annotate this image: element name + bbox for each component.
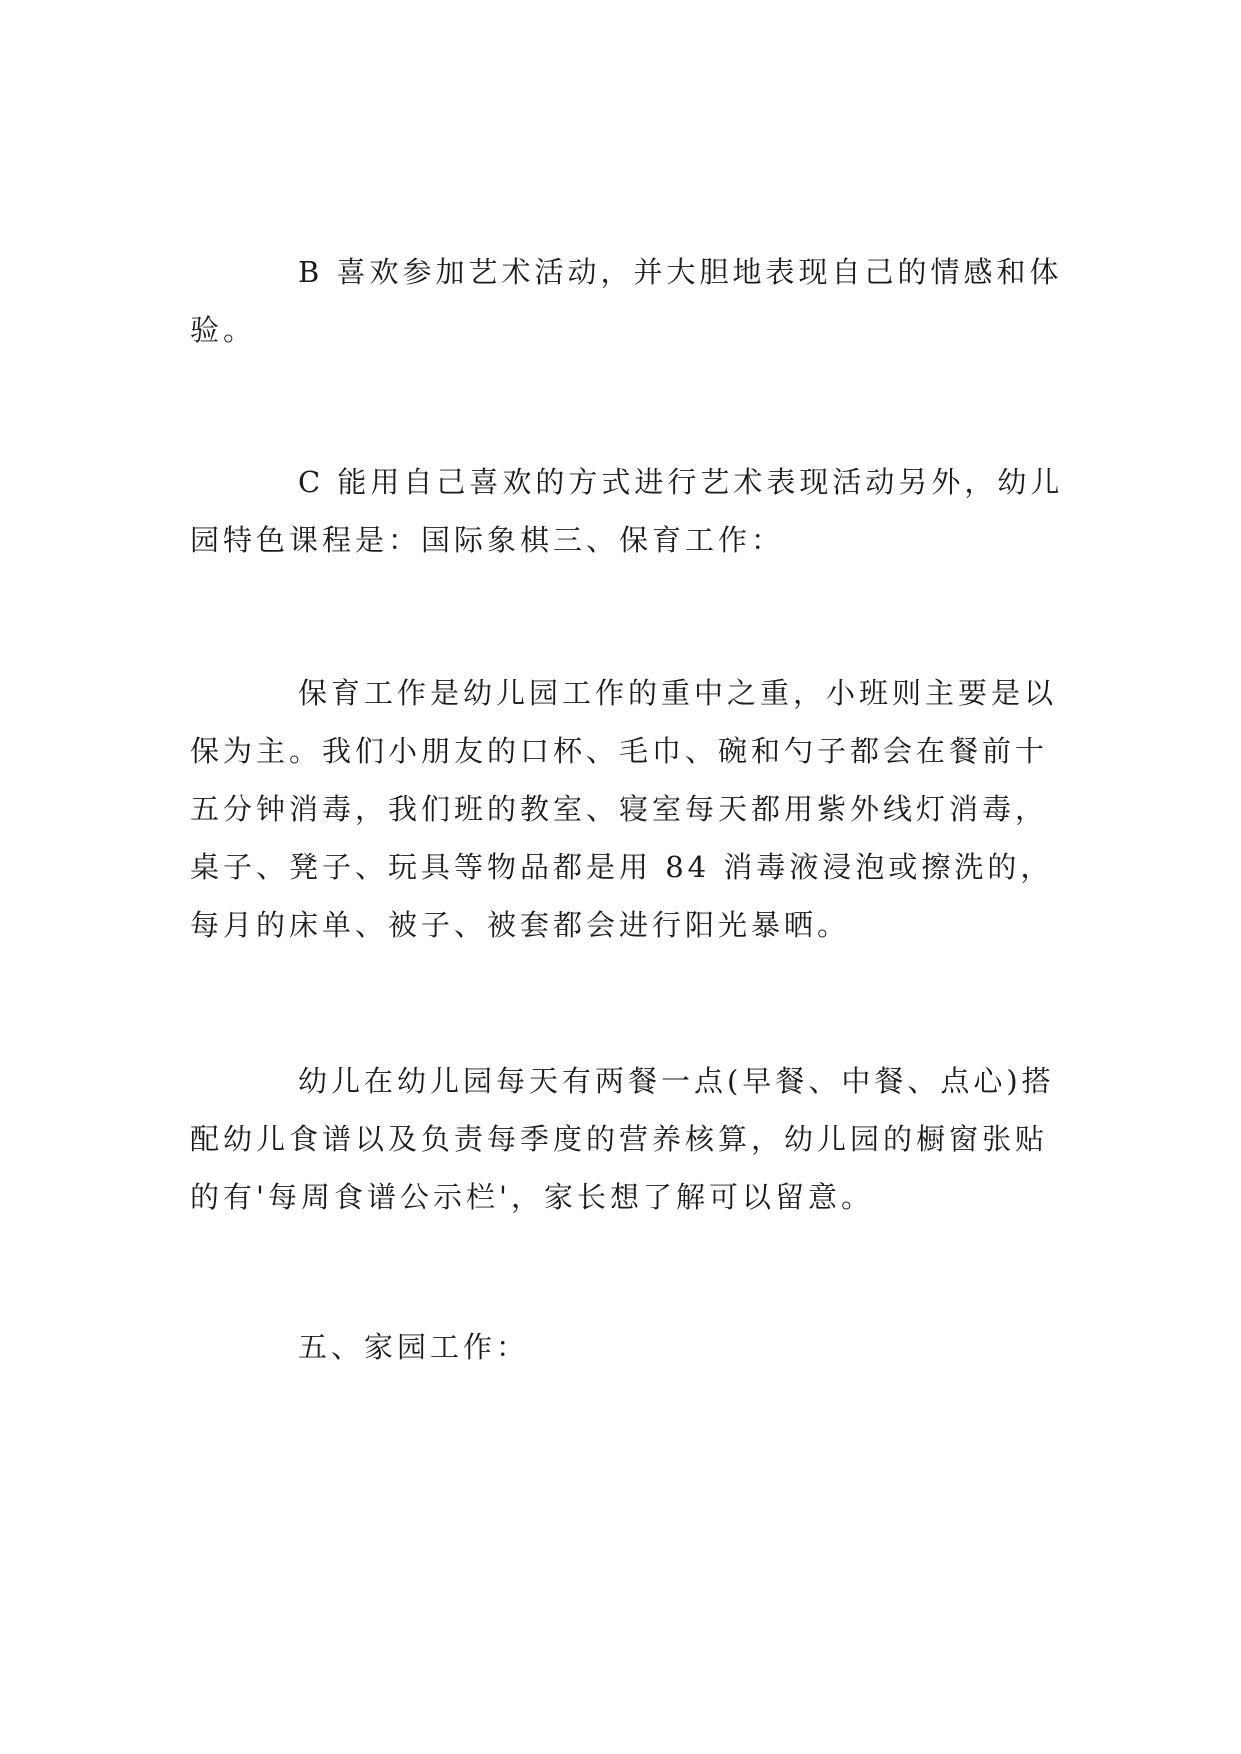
text-line: 验。: [190, 313, 257, 347]
paragraph-art-expression: [190, 453, 1064, 569]
text-line: 保育工作是幼儿园工作的重中之重，小班则主要是以: [298, 676, 1058, 710]
paragraph-meals: [190, 1052, 1060, 1226]
section-heading-home-school: [190, 1318, 1060, 1376]
text-line: 保为主。我们小朋友的口杯、毛巾、碗和勺子都会在餐前十: [190, 734, 1049, 768]
paragraph-art-activity: [190, 243, 1063, 359]
text-line: 的有'每周食谱公示栏'，家长想了解可以留意。: [190, 1180, 874, 1214]
text-line: B 喜欢参加艺术活动，并大胆地表现自己的情感和体: [298, 255, 1063, 289]
text-line: 桌子、凳子、玩具等物品都是用 84 消毒液浸泡或擦洗的，: [190, 850, 1054, 884]
text-line: 配幼儿食谱以及负责每季度的营养核算，幼儿园的橱窗张贴: [190, 1122, 1049, 1156]
text-line: 园特色课程是：国际象棋三、保育工作：: [190, 523, 785, 557]
heading-text: 五、家园工作：: [298, 1330, 530, 1364]
text-line: C 能用自己喜欢的方式进行艺术表现活动另外，幼儿: [298, 465, 1064, 499]
text-line: 幼儿在幼儿园每天有两餐一点(早餐、中餐、点心)搭: [298, 1064, 1055, 1098]
text-line: 每月的床单、被子、被套都会进行阳光暴晒。: [190, 908, 851, 942]
text-line: 五分钟消毒，我们班的教室、寝室每天都用紫外线灯消毒，: [190, 792, 1049, 826]
paragraph-care-work: [190, 664, 1060, 954]
